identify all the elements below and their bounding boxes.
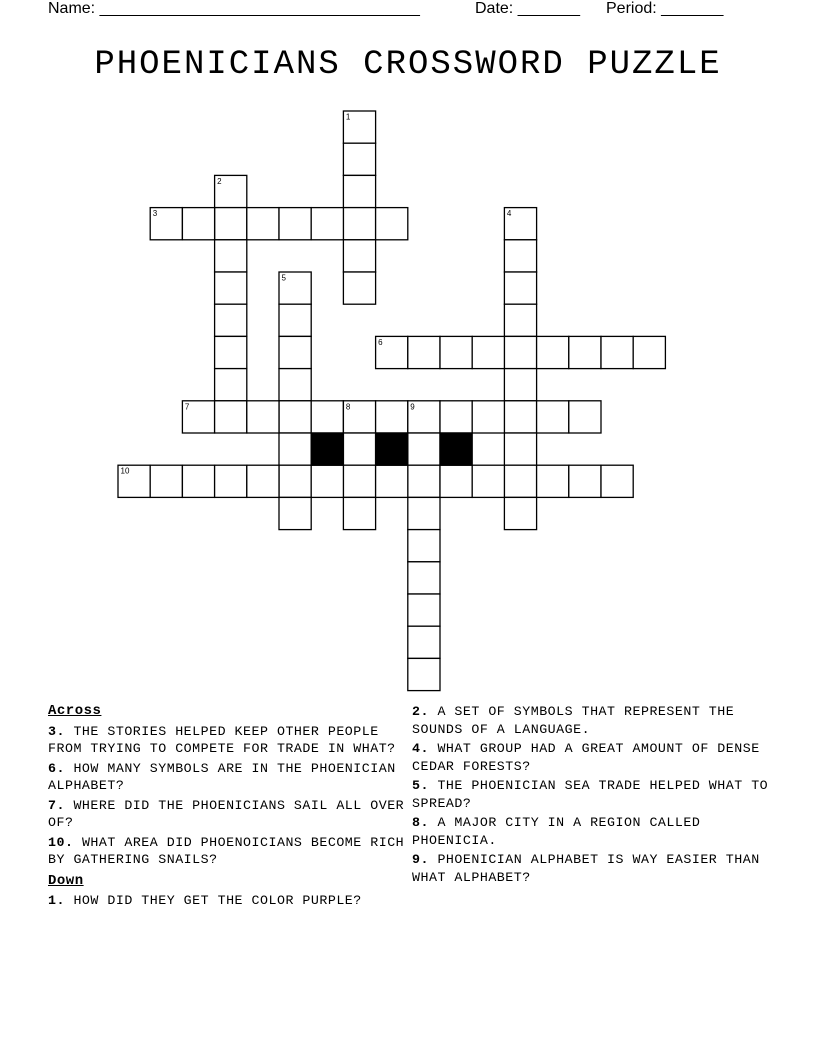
across-heading: Across <box>48 703 102 719</box>
grid-cell[interactable] <box>408 433 440 465</box>
grid-cell[interactable] <box>279 208 311 240</box>
grid-cell[interactable] <box>215 240 247 272</box>
grid-cell[interactable] <box>376 336 408 368</box>
grid-cell[interactable] <box>182 465 214 497</box>
clue-number-label: 3 <box>152 209 158 219</box>
grid-cell[interactable] <box>215 401 247 433</box>
clue-number-label: 2 <box>217 176 222 186</box>
grid-cell[interactable] <box>247 208 279 240</box>
grid-cell[interactable] <box>215 336 247 368</box>
grid-cell[interactable] <box>343 497 375 529</box>
grid-cell[interactable] <box>601 336 633 368</box>
grid-cell[interactable] <box>150 208 182 240</box>
clue-number-label: 8 <box>345 402 351 412</box>
clue-number: 3. <box>48 723 65 739</box>
clue-down-9 <box>412 851 782 886</box>
clue-text: HOW DID THEY GET THE COLOR PURPLE? <box>73 893 362 908</box>
grid-cell[interactable] <box>472 401 504 433</box>
grid-cell[interactable] <box>504 208 536 240</box>
grid-cell[interactable] <box>504 336 536 368</box>
grid-cell[interactable] <box>182 401 214 433</box>
grid-cell[interactable] <box>215 465 247 497</box>
grid-cell[interactable] <box>279 304 311 336</box>
clue-down-4 <box>412 740 782 775</box>
grid-cell[interactable] <box>440 401 472 433</box>
grid-cell[interactable] <box>408 530 440 562</box>
grid-cell[interactable] <box>343 465 375 497</box>
grid-cell[interactable] <box>504 433 536 465</box>
clue-text: THE PHOENICIAN SEA TRADE HELPED WHAT TO SPREAD? <box>412 778 769 811</box>
down-heading: Down <box>48 872 84 889</box>
grid-cell[interactable] <box>537 465 569 497</box>
grid-cell[interactable] <box>504 465 536 497</box>
clue-across-3 <box>48 723 408 758</box>
clue-number-label: 5 <box>281 273 286 283</box>
clue-down-1 <box>48 892 408 910</box>
clue-number: 6. <box>48 760 65 776</box>
clue-text: A MAJOR CITY IN A REGION CALLED PHOENICIA. <box>412 815 701 848</box>
clue-text: THE STORIES HELPED KEEP OTHER PEOPLE FROM TRYING TO COMPETE FOR TRADE IN WHAT? <box>48 723 396 756</box>
grid-cell[interactable] <box>376 465 408 497</box>
clue-number-label: 4 <box>506 209 512 219</box>
grid-cell[interactable] <box>150 465 182 497</box>
clue-number: 9. <box>412 852 429 867</box>
grid-cell[interactable] <box>343 401 375 433</box>
clue-text: WHAT AREA DID PHOENOICIANS BECOME RICH BY GATHERING SNAILS? <box>48 834 405 867</box>
clue-number: 4. <box>412 741 429 756</box>
clue-text: WHERE DID THE PHOENICIANS SAIL ALL OVER OF? <box>48 797 405 830</box>
grid-cell[interactable] <box>118 465 150 497</box>
grid-cell[interactable] <box>408 562 440 594</box>
grid-cell[interactable] <box>279 369 311 401</box>
grid-cell[interactable] <box>408 336 440 368</box>
grid-cell[interactable] <box>504 272 536 304</box>
grid-cell[interactable] <box>215 304 247 336</box>
clues-right-column <box>412 703 782 888</box>
grid-cell[interactable] <box>569 465 601 497</box>
grid-cell[interactable] <box>247 465 279 497</box>
grid-cell[interactable] <box>537 401 569 433</box>
grid-cell[interactable] <box>215 175 247 207</box>
grid-cell[interactable] <box>440 465 472 497</box>
grid-cell[interactable] <box>601 465 633 497</box>
clue-across-10 <box>48 834 408 869</box>
grid-cell[interactable] <box>343 111 375 143</box>
clues-left-column <box>48 703 408 912</box>
grid-cell[interactable] <box>504 240 536 272</box>
clue-across-7 <box>48 797 408 832</box>
clue-number-label: 7 <box>184 402 190 412</box>
clue-number: 2. <box>412 704 429 719</box>
grid-cell[interactable] <box>343 240 375 272</box>
grid-cell[interactable] <box>279 497 311 529</box>
grid-cell[interactable] <box>504 369 536 401</box>
grid-cell[interactable] <box>343 143 375 175</box>
clue-number: 8. <box>412 815 429 830</box>
period-field[interactable]: Period: _______ <box>606 0 724 17</box>
grid-cell[interactable] <box>633 336 665 368</box>
date-field[interactable]: Date: _______ <box>475 0 580 17</box>
clue-down-5 <box>412 777 782 812</box>
grid-cell[interactable] <box>311 465 343 497</box>
grid-cell[interactable] <box>504 401 536 433</box>
clue-number: 7. <box>48 797 65 813</box>
grid-cell[interactable] <box>279 401 311 433</box>
clue-down-8 <box>412 814 782 849</box>
grid-cell[interactable] <box>408 497 440 529</box>
grid-cell[interactable] <box>182 208 214 240</box>
grid-cell[interactable] <box>472 336 504 368</box>
clue-number-label: 1 <box>345 112 351 122</box>
grid-cell[interactable] <box>311 401 343 433</box>
grid-cell[interactable] <box>343 433 375 465</box>
clue-number: 5. <box>412 778 429 793</box>
grid-cell[interactable] <box>408 465 440 497</box>
grid-cell[interactable] <box>472 465 504 497</box>
clue-number: 1. <box>48 893 65 908</box>
grid-cell[interactable] <box>279 272 311 304</box>
blocked-cell <box>440 433 472 465</box>
grid-cell[interactable] <box>279 465 311 497</box>
clue-number: 10. <box>48 834 74 850</box>
grid-cell[interactable] <box>376 208 408 240</box>
grid-cell[interactable] <box>215 369 247 401</box>
clue-number-label: 9 <box>410 402 415 412</box>
clue-text: PHOENICIAN ALPHABET IS WAY EASIER THAN WHAT ALPHABET? <box>412 852 760 885</box>
grid-cell[interactable] <box>569 336 601 368</box>
grid-cell[interactable] <box>279 433 311 465</box>
grid-cell[interactable] <box>504 304 536 336</box>
grid-cell[interactable] <box>215 208 247 240</box>
clue-number-label: 10 <box>120 466 130 476</box>
grid-cell[interactable] <box>311 208 343 240</box>
clue-text: A SET OF SYMBOLS THAT REPRESENT THE SOUNDS OF A LANGUAGE. <box>412 704 735 737</box>
grid-cell[interactable] <box>215 272 247 304</box>
clue-text: WHAT GROUP HAD A GREAT AMOUNT OF DENSE CEDAR FORESTS? <box>412 741 760 774</box>
student-info-header <box>48 0 768 22</box>
grid-cell[interactable] <box>408 594 440 626</box>
grid-cell[interactable] <box>247 401 279 433</box>
blocked-cell <box>376 433 408 465</box>
blocked-cell <box>311 433 343 465</box>
name-field[interactable]: Name: ____________________________________ <box>48 0 420 17</box>
clue-down-2 <box>412 703 782 738</box>
clue-text: HOW MANY SYMBOLS ARE IN THE PHOENICIAN ALPHABET? <box>48 760 396 793</box>
puzzle-title: PHOENICIANS CROSSWORD PUZZLE <box>94 46 722 84</box>
grid-cell[interactable] <box>343 208 375 240</box>
grid-cell[interactable] <box>408 626 440 658</box>
grid-cell[interactable] <box>504 497 536 529</box>
grid-cell[interactable] <box>343 272 375 304</box>
clue-number-label: 6 <box>378 337 383 347</box>
clue-across-6 <box>48 760 408 795</box>
grid-cell[interactable] <box>440 336 472 368</box>
grid-cell[interactable] <box>376 401 408 433</box>
grid-cell[interactable] <box>408 401 440 433</box>
grid-cell[interactable] <box>537 336 569 368</box>
grid-cell[interactable] <box>343 175 375 207</box>
grid-cell[interactable] <box>408 658 440 690</box>
grid-cell[interactable] <box>569 401 601 433</box>
grid-cell[interactable] <box>279 336 311 368</box>
